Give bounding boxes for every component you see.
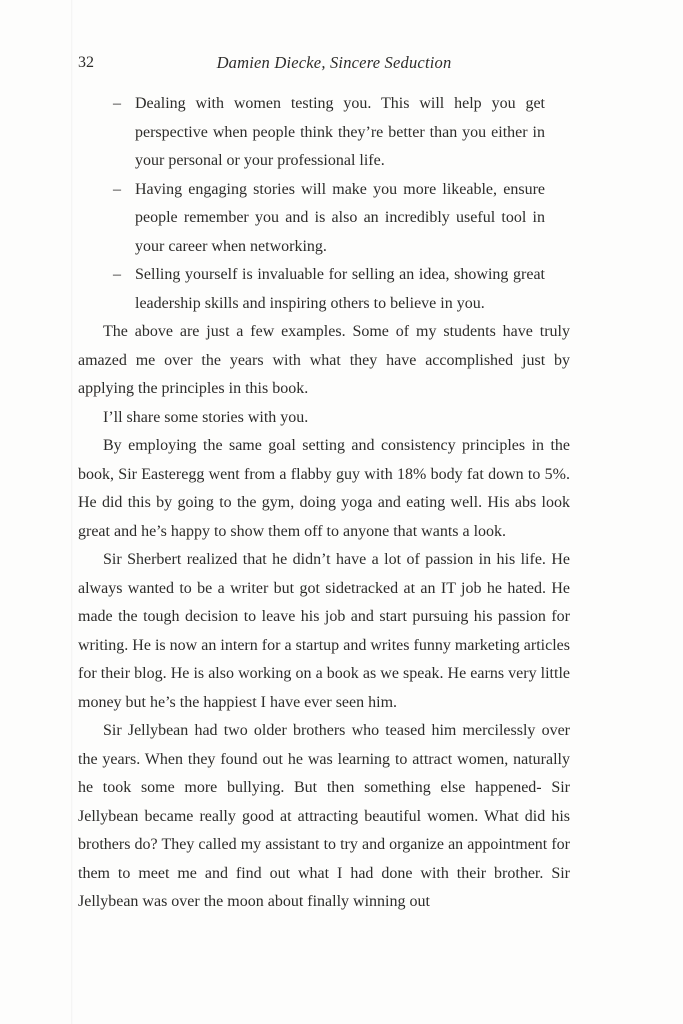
bullet-item <box>113 261 545 318</box>
bullet-dash: – <box>113 266 121 283</box>
bullet-item <box>113 176 545 262</box>
paragraph: Sir Jellybean had two older brothers who teased him mercilessly over the years. When they found out he was learning to attract women, naturally he took some more bullying. But then something else happened- Sir Jellybean became really good at attracting beautiful women. What did his brothers do? They called my assistant to try and organize an appointment for them to meet me and find out what I had done with their brother. Sir Jellybean was over the moon about finally winning out <box>78 722 570 910</box>
bullet-list <box>78 90 570 318</box>
page-number: 32 <box>78 54 94 71</box>
bullet-dash: – <box>113 95 121 112</box>
paragraph: The above are just a few examples. Some of my students have truly amazed me over the years with what they have accomplished just by applying the principles in this book. <box>78 323 570 397</box>
bullet-text: Dealing with women testing you. This will help you get perspective when people think they’re better than you either in your personal or your professional life. <box>135 95 545 169</box>
bullet-text: Having engaging stories will make you more likeable, ensure people remember you and is also an incredibly useful tool in your career when networking. <box>135 180 545 255</box>
running-head-title: Damien Diecke, Sincere Seduction <box>216 53 452 72</box>
paragraph: I’ll share some stories with you. <box>103 408 309 426</box>
paragraph: By employing the same goal setting and consistency principles in the book, Sir Easteregg went from a flabby guy with 18% body fat down to 5%. He did this by going to the gym, doing yoga and eating well. His abs look great and he’s happy to show them off to anyone that wants a look. <box>78 437 570 540</box>
bullet-dash: – <box>113 180 121 198</box>
page-body-text <box>78 90 570 917</box>
scan-gutter-artifact <box>71 0 73 1024</box>
bullet-text: Selling yourself is invaluable for selling an idea, showing great leadership skills and inspiring others to believe in you. <box>135 266 545 312</box>
paragraph: Sir Sherbert realized that he didn’t have a lot of passion in his life. He always wanted to be a writer but got sidetracked at an IT job he hated. He made the tough decision to leave his job and start pursuing his passion for writing. He is now an intern for a startup and writes funny marketing articles for their blog. He is also working on a book as we speak. He earns very little money but he’s the happiest I have ever seen him. <box>78 551 570 711</box>
bullet-item <box>113 90 545 176</box>
